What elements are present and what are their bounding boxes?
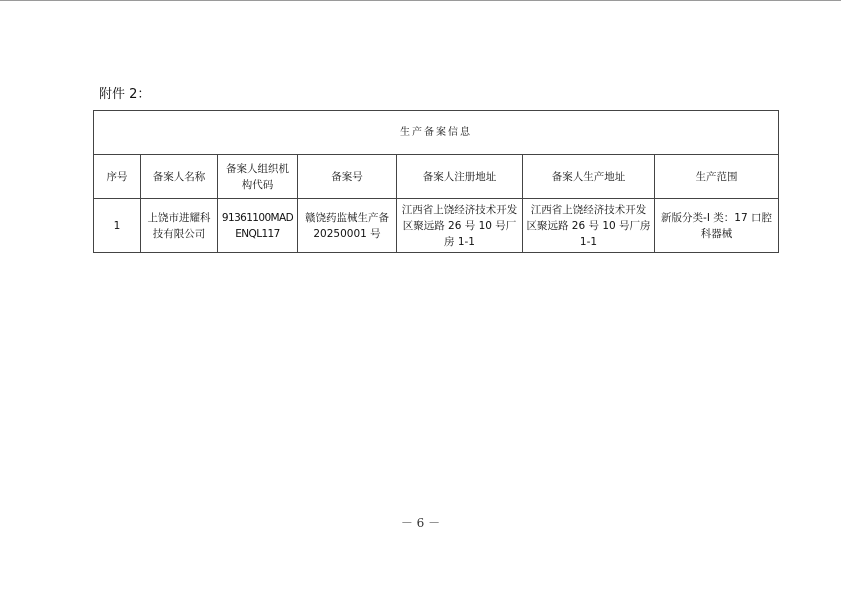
table-title: 生产备案信息 bbox=[94, 111, 779, 155]
cell-registered-address: 江西省上饶经济技术开发区聚远路 26 号 10 号厂房 1-1 bbox=[397, 199, 523, 253]
table-row bbox=[94, 199, 779, 253]
cell-index: 1 bbox=[94, 199, 141, 253]
header-org-code: 备案人组织机构代码 bbox=[218, 155, 298, 199]
table-header-row bbox=[94, 155, 779, 199]
attachment-label: 附件 2： bbox=[99, 87, 151, 102]
top-border-line bbox=[0, 0, 841, 1]
header-index: 序号 bbox=[94, 155, 141, 199]
header-scope: 生产范围 bbox=[655, 155, 779, 199]
header-production-address: 备案人生产地址 bbox=[523, 155, 655, 199]
cell-scope: 新版分类-Ⅰ 类：17 口腔科器械 bbox=[655, 199, 779, 253]
header-name: 备案人名称 bbox=[141, 155, 218, 199]
cell-name: 上饶市进耀科技有限公司 bbox=[141, 199, 218, 253]
header-record-no: 备案号 bbox=[298, 155, 397, 199]
cell-record-no: 赣饶药监械生产备 20250001 号 bbox=[298, 199, 397, 253]
page-number: － 6 － bbox=[400, 516, 441, 530]
header-registered-address: 备案人注册地址 bbox=[397, 155, 523, 199]
cell-org-code: 91361100MADENQL117 bbox=[218, 199, 298, 253]
table-title-row bbox=[94, 111, 779, 155]
production-record-table bbox=[93, 110, 779, 253]
cell-production-address: 江西省上饶经济技术开发区聚远路 26 号 10 号厂房 1-1 bbox=[523, 199, 655, 253]
